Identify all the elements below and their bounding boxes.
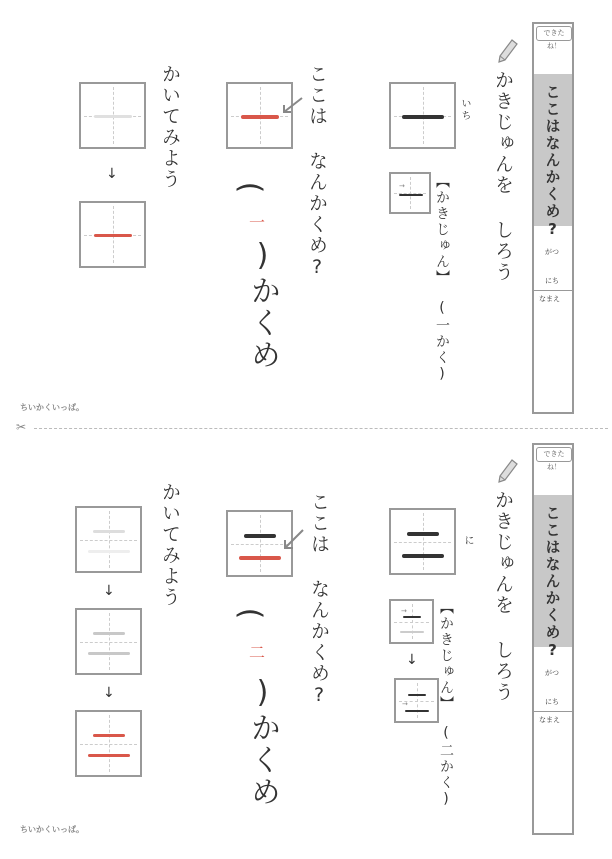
answer-paren-open: ( <box>232 607 268 620</box>
stroke-order-mark <box>403 616 421 618</box>
instruction-text: かきじゅんを しろう <box>492 490 514 703</box>
pencil-icon <box>497 458 519 484</box>
practice-box-1 <box>79 82 146 149</box>
stroke-order-box <box>389 172 431 214</box>
instruction-text: かきじゅんを しろう <box>492 70 514 283</box>
side-panel <box>532 443 574 835</box>
month-label: がつ <box>545 669 559 677</box>
answer-suffix: )かくめ <box>245 238 280 371</box>
direction-arrow-icon: → <box>402 700 408 708</box>
scissors-icon: ✂ <box>16 420 27 434</box>
name-divider <box>534 711 572 712</box>
stroke-order-mark-2 <box>405 710 429 712</box>
kanji-stroke-1 <box>244 534 276 538</box>
done-stamp: できたね！ <box>536 447 572 462</box>
stroke-order-box-1 <box>389 599 434 644</box>
stroke-count: (一かく) <box>434 300 450 384</box>
reading-text: に <box>462 535 473 547</box>
name-label: なまえ <box>539 295 560 303</box>
practice-stroke-1 <box>93 734 125 737</box>
down-arrow-icon: ↓ <box>103 685 115 701</box>
practice-label: かいてみよう <box>159 64 181 190</box>
practice-stroke <box>94 234 132 237</box>
practice-box-3 <box>75 710 142 777</box>
stroke-count: (二かく) <box>438 725 454 809</box>
down-arrow-icon: ↓ <box>106 166 118 182</box>
question-text: ここは なんかくめ? <box>306 64 328 280</box>
trace-stroke-2 <box>88 652 130 655</box>
question-text: ここは なんかくめ? <box>308 492 330 708</box>
side-title-box <box>534 74 572 240</box>
site-logo: ちいかくいっぱ。 <box>20 403 84 412</box>
down-arrow-icon: ↓ <box>103 583 115 599</box>
side-panel <box>532 22 574 414</box>
kanji-stroke <box>402 115 444 119</box>
kanji-box <box>389 82 456 149</box>
name-label: なまえ <box>539 716 560 724</box>
pointer-arrow-icon <box>280 96 304 116</box>
practice-box-1 <box>75 506 142 573</box>
practice-box-2 <box>75 608 142 675</box>
practice-stroke-2 <box>88 754 130 757</box>
highlight-stroke <box>241 115 279 119</box>
side-title: ここはなんかくめ? <box>543 505 562 661</box>
trace-stroke-1 <box>93 632 125 635</box>
practice-label: かいてみよう <box>159 482 181 608</box>
day-label: にち <box>545 277 559 285</box>
name-divider <box>534 290 572 291</box>
kanji-box <box>389 508 456 575</box>
practice-box-2 <box>79 201 146 268</box>
cut-line <box>34 428 608 429</box>
done-stamp: できたね！ <box>536 26 572 41</box>
site-logo: ちいかくいっぱ。 <box>20 825 84 834</box>
answer-value: 二 <box>249 643 266 662</box>
month-label: がつ <box>545 248 559 256</box>
trace-stroke-1 <box>93 530 125 533</box>
side-title-box <box>534 495 572 661</box>
side-title: ここはなんかくめ? <box>543 84 562 240</box>
direction-arrow-icon: → <box>401 607 407 615</box>
order-label: 【かきじゅん】 <box>438 600 454 712</box>
day-label: にち <box>545 698 559 706</box>
answer-suffix: )かくめ <box>245 675 280 808</box>
answer-paren-open: ( <box>232 181 268 194</box>
stroke-order-ghost <box>400 631 424 633</box>
stroke-order-mark <box>399 194 423 196</box>
pointer-arrow-icon <box>281 528 305 552</box>
pencil-icon <box>497 38 519 64</box>
direction-arrow-icon: → <box>399 182 405 190</box>
down-arrow-icon: ↓ <box>406 652 418 668</box>
trace-stroke <box>94 115 132 118</box>
highlight-stroke <box>239 556 281 560</box>
trace-stroke-2 <box>88 550 130 553</box>
stroke-order-mark-1 <box>408 694 426 696</box>
kanji-stroke-1 <box>407 532 439 536</box>
stroke-order-box-2 <box>394 678 439 723</box>
reading-text: いち <box>459 98 470 122</box>
answer-value: 一 <box>249 213 266 232</box>
order-label: 【かきじゅん】 <box>434 174 450 286</box>
kanji-stroke-2 <box>402 554 444 558</box>
